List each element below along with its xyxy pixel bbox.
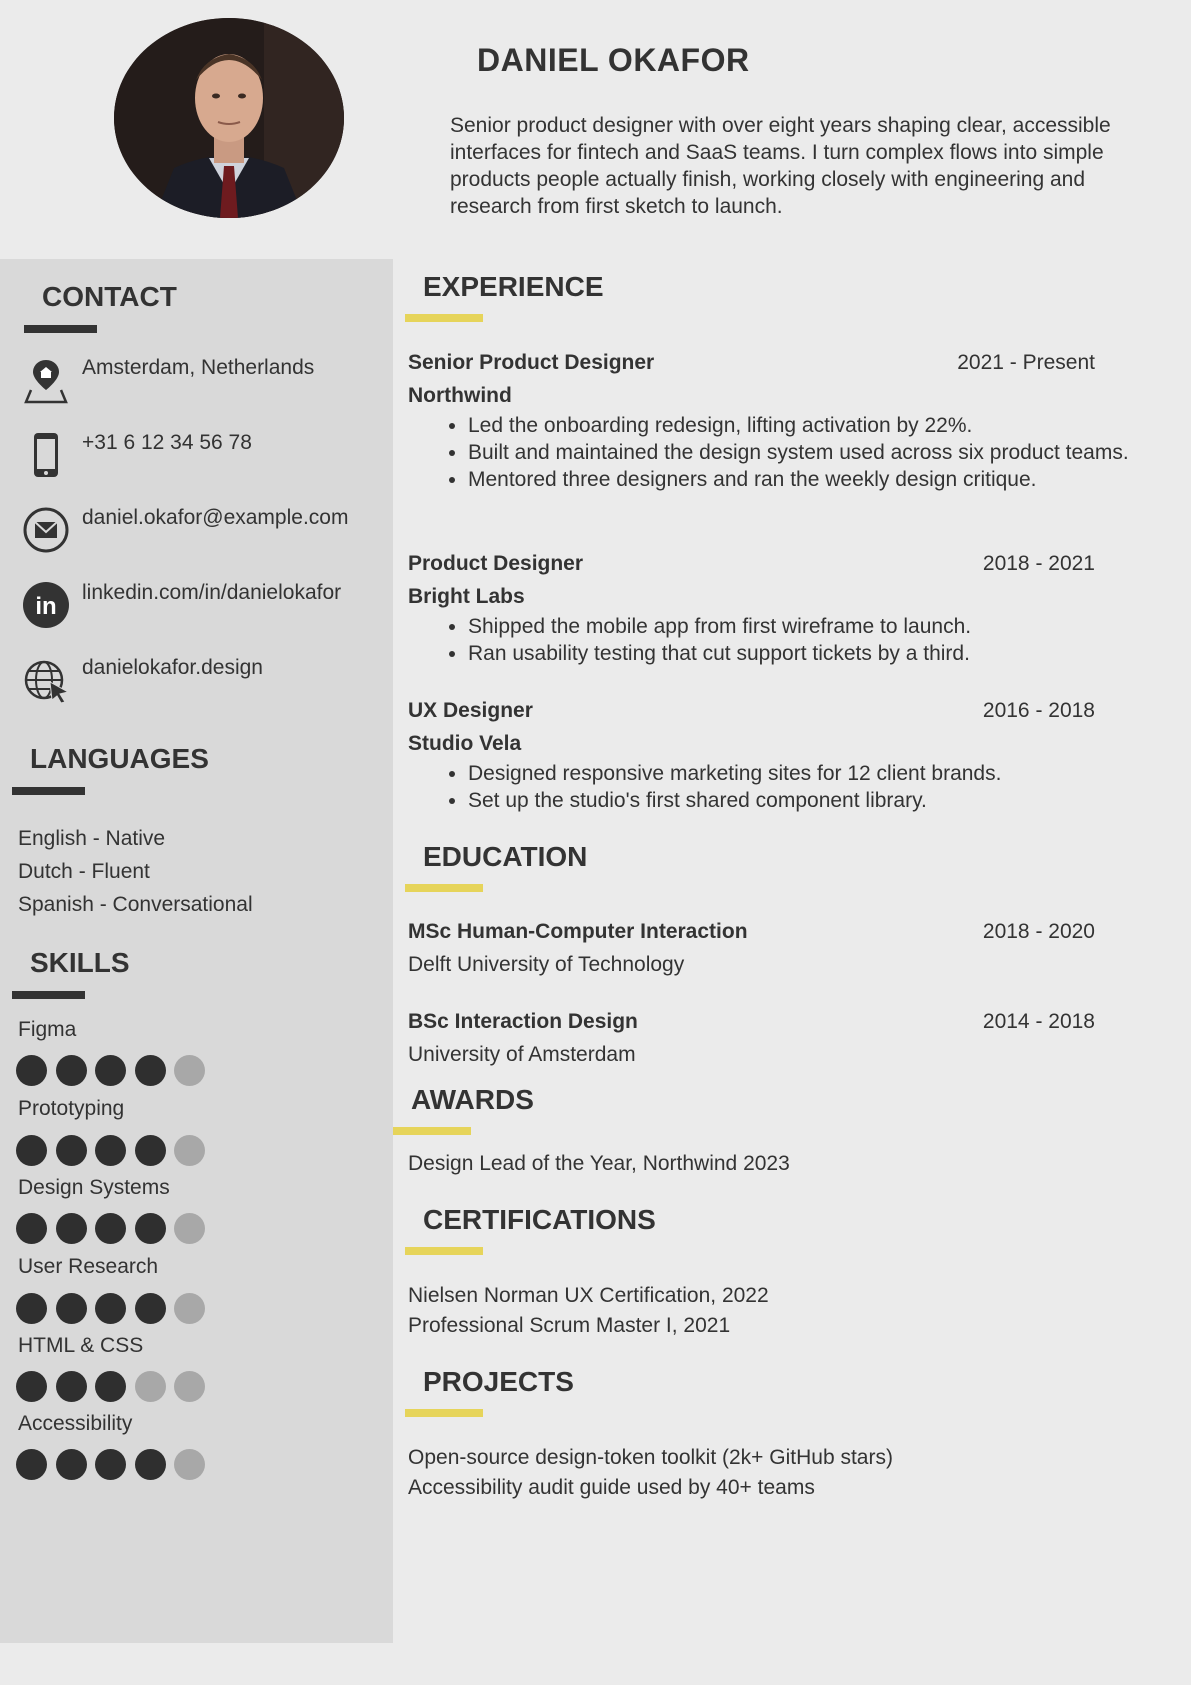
rating-dot-filled bbox=[95, 1293, 126, 1324]
rating-dot-empty bbox=[174, 1055, 205, 1086]
contact-website-text[interactable]: danielokafor.design bbox=[82, 656, 263, 679]
skill-label: User Research bbox=[18, 1255, 159, 1278]
job-dates: 2021 - Present bbox=[957, 351, 1095, 374]
phone-icon bbox=[22, 431, 70, 479]
rating-dot-empty bbox=[174, 1135, 205, 1166]
rating-dot-empty bbox=[135, 1371, 166, 1402]
project-item: Accessibility audit guide used by 40+ teams bbox=[408, 1476, 815, 1499]
awards-heading: AWARDS bbox=[411, 1084, 534, 1115]
language-item: English - Native bbox=[18, 827, 166, 850]
certifications-heading: CERTIFICATIONS bbox=[423, 1204, 656, 1235]
rating-dot-filled bbox=[16, 1135, 47, 1166]
rating-dot-empty bbox=[174, 1449, 205, 1480]
svg-text:in: in bbox=[35, 593, 57, 620]
job-title: UX Designer bbox=[408, 699, 533, 722]
awards-heading-underline bbox=[393, 1127, 471, 1135]
rating-dot-filled bbox=[56, 1293, 87, 1324]
location-pin-icon bbox=[22, 356, 70, 404]
education-heading-underline bbox=[405, 884, 483, 892]
globe-cursor-icon bbox=[22, 656, 70, 704]
contact-linkedin-text[interactable]: linkedin.com/in/danielokafor bbox=[82, 581, 342, 604]
job-bullet: • Designed responsive marketing sites for 12 client brands. bbox=[468, 760, 1168, 787]
rating-dot-filled bbox=[56, 1213, 87, 1244]
certifications-heading-underline bbox=[405, 1247, 483, 1255]
certification-item: Professional Scrum Master I, 2021 bbox=[408, 1314, 731, 1337]
rating-dot-filled bbox=[95, 1449, 126, 1480]
languages-heading-underline bbox=[12, 787, 85, 795]
rating-dot-filled bbox=[95, 1055, 126, 1086]
rating-dot-filled bbox=[56, 1135, 87, 1166]
rating-dot-filled bbox=[16, 1293, 47, 1324]
rating-dot-filled bbox=[16, 1449, 47, 1480]
contact-phone-text: +31 6 12 34 56 78 bbox=[82, 431, 252, 454]
school-name: University of Amsterdam bbox=[408, 1043, 636, 1066]
job-bullets bbox=[408, 613, 1168, 667]
job-bullet: • Built and maintained the design system used across six product teams. bbox=[468, 439, 1168, 466]
candidate-name: DANIEL OKAFOR bbox=[477, 42, 750, 78]
skill-label: Prototyping bbox=[18, 1097, 125, 1120]
job-bullet: • Set up the studio's first shared component library. bbox=[468, 787, 1168, 814]
language-item: Dutch - Fluent bbox=[18, 860, 150, 883]
profile-photo bbox=[114, 18, 344, 218]
job-title: Senior Product Designer bbox=[408, 351, 655, 374]
rating-dot-empty bbox=[174, 1293, 205, 1324]
job-bullet: • Shipped the mobile app from first wireframe to launch. bbox=[468, 613, 1168, 640]
skill-label: Accessibility bbox=[18, 1412, 133, 1435]
school-name: Delft University of Technology bbox=[408, 953, 685, 976]
experience-heading-underline bbox=[405, 314, 483, 322]
job-bullet: • Mentored three designers and ran the weekly design critique. bbox=[468, 466, 1168, 493]
projects-heading: PROJECTS bbox=[423, 1366, 574, 1397]
profile-summary: Senior product designer with over eight years shaping clear, accessible interfaces for fintech and SaaS teams. I turn complex flows into simple products people actually finish, working closely with engineering and research from first sketch to launch. bbox=[450, 114, 1111, 218]
certification-item: Nielsen Norman UX Certification, 2022 bbox=[408, 1284, 769, 1307]
rating-dot-filled bbox=[56, 1055, 87, 1086]
sidebar bbox=[0, 259, 393, 1643]
skills-heading-underline bbox=[12, 991, 85, 999]
languages-heading: LANGUAGES bbox=[30, 743, 209, 774]
degree-dates: 2014 - 2018 bbox=[982, 1010, 1095, 1033]
skill-label: HTML & CSS bbox=[18, 1334, 144, 1357]
job-dates: 2016 - 2018 bbox=[982, 699, 1095, 722]
rating-dot-filled bbox=[95, 1371, 126, 1402]
rating-dot-filled bbox=[135, 1055, 166, 1086]
skills-heading: SKILLS bbox=[30, 947, 130, 978]
degree-title: MSc Human-Computer Interaction bbox=[408, 920, 748, 943]
project-item: Open-source design-token toolkit (2k+ GitHub stars) bbox=[408, 1446, 893, 1469]
job-company: Bright Labs bbox=[408, 585, 525, 608]
job-company: Studio Vela bbox=[408, 732, 522, 755]
language-item: Spanish - Conversational bbox=[18, 893, 253, 916]
rating-dot-filled bbox=[56, 1449, 87, 1480]
rating-dot-filled bbox=[135, 1449, 166, 1480]
rating-dot-filled bbox=[135, 1135, 166, 1166]
rating-dot-empty bbox=[174, 1213, 205, 1244]
rating-dot-filled bbox=[135, 1213, 166, 1244]
contact-heading-underline bbox=[24, 325, 97, 333]
experience-heading: EXPERIENCE bbox=[423, 271, 604, 302]
job-dates: 2018 - 2021 bbox=[982, 552, 1095, 575]
email-icon bbox=[22, 506, 70, 554]
rating-dot-filled bbox=[95, 1135, 126, 1166]
skill-label: Design Systems bbox=[18, 1176, 170, 1199]
rating-dot-filled bbox=[16, 1213, 47, 1244]
job-title: Product Designer bbox=[408, 552, 584, 575]
skill-label: Figma bbox=[18, 1018, 77, 1041]
rating-dot-filled bbox=[135, 1293, 166, 1324]
rating-dot-filled bbox=[56, 1371, 87, 1402]
portrait-image bbox=[114, 18, 344, 218]
degree-dates: 2018 - 2020 bbox=[982, 920, 1095, 943]
education-heading: EDUCATION bbox=[423, 841, 588, 872]
rating-dot-empty bbox=[174, 1371, 205, 1402]
rating-dot-filled bbox=[16, 1371, 47, 1402]
contact-location-text: Amsterdam, Netherlands bbox=[82, 356, 315, 379]
rating-dot-filled bbox=[95, 1213, 126, 1244]
degree-title: BSc Interaction Design bbox=[408, 1010, 638, 1033]
contact-email-text[interactable]: daniel.okafor@example.com bbox=[82, 506, 349, 529]
job-bullet: • Ran usability testing that cut support tickets by a third. bbox=[468, 640, 1168, 667]
linkedin-icon bbox=[22, 581, 70, 629]
contact-heading: CONTACT bbox=[42, 281, 177, 312]
job-bullets bbox=[408, 760, 1168, 814]
award-item: Design Lead of the Year, Northwind 2023 bbox=[408, 1152, 790, 1175]
job-company: Northwind bbox=[408, 384, 512, 407]
job-bullet: • Led the onboarding redesign, lifting activation by 22%. bbox=[468, 412, 1168, 439]
job-bullets bbox=[408, 412, 1168, 493]
rating-dot-filled bbox=[16, 1055, 47, 1086]
projects-heading-underline bbox=[405, 1409, 483, 1417]
